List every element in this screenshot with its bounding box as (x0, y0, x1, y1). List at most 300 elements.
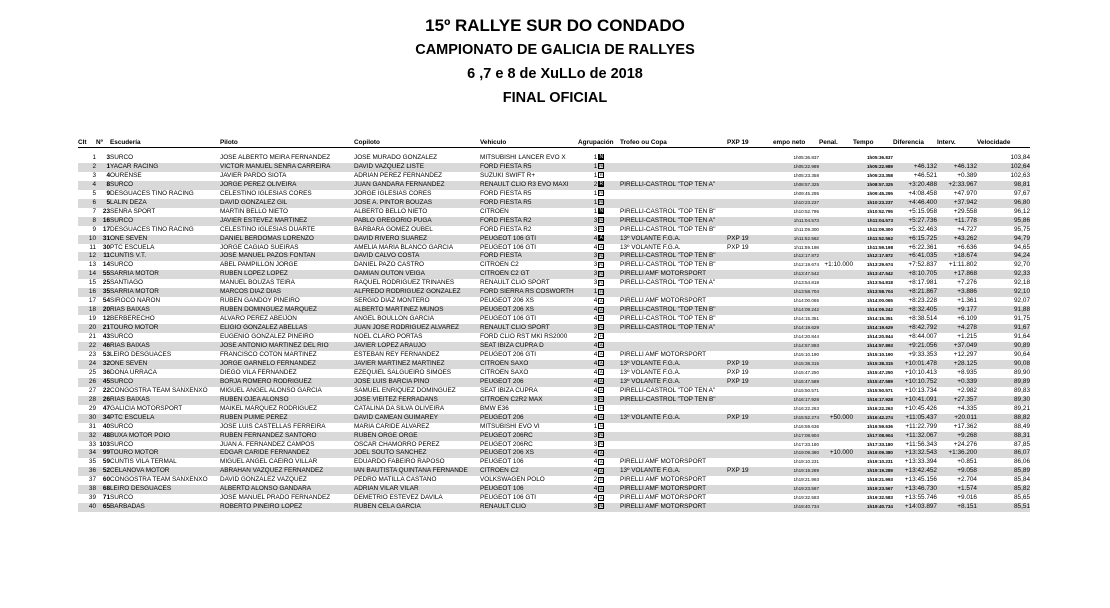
codriver-value: ALBERTO MARTINEZ MUÑOS (354, 306, 444, 314)
clt-cell (78, 369, 96, 378)
difference-value: +13:32.543 (904, 449, 937, 457)
team-value: CELANOVA MOTOR (110, 467, 170, 475)
net-time-value: 1h14:19.629 (793, 325, 819, 331)
vehicle-cell (480, 503, 578, 512)
difference-cell (893, 369, 937, 378)
table-row (78, 306, 1030, 315)
group-value: 1 (593, 162, 598, 170)
vehicle-cell (480, 172, 578, 181)
speed-value: 87,85 (1014, 440, 1030, 448)
codriver-cell (354, 252, 480, 261)
driver-value: RUBEN OJEA ALONSO (220, 395, 289, 403)
clt-value: 1 (92, 154, 96, 161)
number-value: 16 (102, 216, 110, 224)
number-value: 99 (102, 449, 110, 457)
codriver-cell (354, 333, 480, 342)
table-row (78, 324, 1030, 333)
codriver-cell (354, 261, 480, 270)
interval-cell (937, 432, 977, 441)
driver-cell (220, 351, 354, 360)
team-cell (110, 297, 220, 306)
interval-value: +9.268 (957, 431, 977, 439)
group-cell (578, 476, 620, 485)
interval-value: +2:33.967 (948, 180, 977, 188)
speed-value: 98,81 (1014, 180, 1030, 188)
difference-value: +4:08.458 (908, 189, 937, 197)
difference-value: +9:33.353 (908, 350, 937, 358)
codriver-value: JOEL SOUTO SANCHEZ (354, 449, 427, 457)
team-value: ONE SEVEN (110, 359, 148, 367)
time-value: 1h19:19.289 (866, 468, 893, 474)
driver-cell (220, 172, 354, 181)
table-row (78, 458, 1030, 467)
penalty-cell (819, 467, 853, 476)
class-badge: A (599, 378, 603, 384)
pxp-cell (727, 476, 773, 485)
table-row (78, 235, 1030, 244)
net-time-value: 1h14:57.893 (793, 343, 819, 349)
codriver-cell (354, 172, 480, 181)
class-badge: A (599, 315, 603, 321)
table-row (78, 333, 1030, 342)
net-time-cell (773, 441, 819, 450)
vehicle-cell (480, 432, 578, 441)
codriver-value: JOSE MURADO GONZALEZ (354, 154, 438, 161)
group-cell (578, 458, 620, 467)
driver-cell (220, 190, 354, 199)
trophy-value: PIRELLI-CASTROL "TOP TEN B" (620, 225, 716, 233)
trophy-cell (620, 414, 727, 423)
team-cell (110, 485, 220, 494)
group-cell (578, 217, 620, 226)
number-value: 68 (102, 485, 110, 493)
interval-cell (937, 441, 977, 450)
time-cell (853, 181, 893, 190)
codriver-value: JUAN GANDARA FERNANDEZ (354, 180, 445, 188)
number-value: 43 (102, 333, 110, 341)
vehicle-cell (480, 342, 578, 351)
codriver-value: ADRIAN PEREZ FERNANDEZ (354, 171, 443, 179)
interval-value: +7.276 (957, 279, 977, 287)
event-title: 15º RALLYE SUR DO CONDADO (425, 16, 685, 35)
vehicle-cell (480, 494, 578, 503)
difference-value: +8:10.705 (908, 270, 937, 278)
difference-cell (893, 154, 937, 163)
group-cell (578, 244, 620, 253)
driver-value: JAVIER ESTEVEZ MARTINEZ (220, 216, 308, 224)
codriver-value: PABLO GREGORIO PUGA (354, 216, 432, 224)
time-cell (853, 199, 893, 208)
interval-cell (937, 476, 977, 485)
trophy-cell (620, 199, 727, 208)
team-value: DESGUACES TINO RACING (110, 225, 194, 233)
table-row (78, 423, 1030, 432)
team-cell (110, 181, 220, 190)
speed-value: 90,89 (1014, 342, 1030, 350)
number-value: 31 (102, 234, 110, 242)
vehicle-cell (480, 235, 578, 244)
driver-value: CELESTINO IGLESIAS CORES (220, 189, 312, 197)
speed-value: 95,86 (1014, 216, 1030, 224)
difference-value: +8:23.228 (908, 297, 937, 305)
time-value: 1h11:09.300 (867, 226, 893, 232)
vehicle-value: CITROEN (480, 207, 509, 215)
class-badge: R2 (599, 270, 605, 276)
class-badge: R (599, 172, 603, 178)
group-value: 4 (593, 386, 598, 394)
difference-cell (893, 270, 937, 279)
codriver-value: RUBEN CELA GARCIA (354, 503, 421, 511)
driver-cell (220, 423, 354, 432)
team-value: RIAS BAIXAS (110, 395, 150, 403)
pxp-cell (727, 217, 773, 226)
speed-value: 89,21 (1014, 404, 1030, 412)
time-cell (853, 324, 893, 333)
time-cell (853, 270, 893, 279)
team-cell (110, 208, 220, 217)
vehicle-value: RENAULT CLIO (480, 503, 526, 511)
speed-cell (977, 333, 1030, 342)
speed-cell (977, 458, 1030, 467)
vehicle-cell (480, 458, 578, 467)
team-cell (110, 324, 220, 333)
difference-value: +13:46.730 (904, 485, 937, 493)
codriver-value: EZEQUIEL SALGUEIRO SIMOES (354, 368, 452, 376)
difference-cell (893, 306, 937, 315)
interval-cell (937, 244, 977, 253)
clt-cell (78, 235, 96, 244)
class-badge: R2 (599, 431, 605, 437)
team-cell (110, 172, 220, 181)
interval-value: +18.674 (953, 252, 977, 260)
clt-cell (78, 396, 96, 405)
clt-cell (78, 226, 96, 235)
time-value: 1h05:36.837 (866, 155, 893, 160)
codriver-value: PEDRO MATILLA CASTAÑO (354, 476, 437, 484)
clt-value: 2 (92, 162, 96, 170)
time-cell (853, 208, 893, 217)
table-row (78, 414, 1030, 423)
codriver-cell (354, 279, 480, 288)
team-cell (110, 163, 220, 172)
group-value: 4 (593, 234, 598, 242)
speed-cell (977, 432, 1030, 441)
interval-value: +0.339 (957, 377, 977, 385)
driver-value: ABRAHAN VAZQUEZ FERNANDEZ (220, 467, 324, 475)
codriver-cell (354, 467, 480, 476)
number-cell (96, 226, 110, 235)
speed-cell (977, 190, 1030, 199)
codriver-value: ALBERTO BELLO NIETO (354, 207, 428, 215)
col-header-driver: Piloto (220, 138, 354, 148)
group-value: 1 (593, 207, 598, 215)
clt-value: 27 (88, 386, 96, 394)
driver-cell (220, 252, 354, 261)
time-cell (853, 414, 893, 423)
trophy-cell (620, 494, 727, 503)
time-value: 1h14:57.893 (866, 343, 893, 349)
interval-cell (937, 163, 977, 172)
group-cell (578, 414, 620, 423)
codriver-value: IAN BAUTISTA QUINTANA FERNANDE (354, 467, 468, 475)
speed-cell (977, 467, 1030, 476)
speed-cell (977, 154, 1030, 163)
vehicle-cell (480, 485, 578, 494)
number-cell (96, 414, 110, 423)
net-time-value: 1h14:20.844 (793, 334, 819, 340)
speed-value: 91,75 (1014, 315, 1030, 323)
time-cell (853, 458, 893, 467)
interval-cell (937, 351, 977, 360)
vehicle-cell (480, 306, 578, 315)
driver-value: JORGE PEREZ OLIVEIRA (220, 180, 297, 188)
number-value: 32 (102, 359, 110, 367)
codriver-cell (354, 217, 480, 226)
difference-value: +8:32.405 (908, 306, 937, 314)
trophy-value: PIRELLI AMF MOTORSPORT (620, 503, 707, 511)
speed-cell (977, 163, 1030, 172)
group-value: 4 (593, 359, 598, 367)
vehicle-value: SUZUKI SWIFT R+ (480, 171, 536, 179)
trophy-cell (620, 423, 727, 432)
number-cell (96, 423, 110, 432)
table-row (78, 261, 1030, 270)
net-time-cell (773, 494, 819, 503)
pxp-cell (727, 261, 773, 270)
table-header-row (78, 138, 1030, 148)
codriver-value: MARIA CARIDE ALVAREZ (354, 422, 430, 430)
net-time-value: 1h05:22.989 (793, 163, 819, 169)
trophy-cell (620, 503, 727, 512)
difference-value: +11:56.343 (905, 440, 937, 448)
number-value: 47 (102, 404, 110, 412)
number-cell (96, 154, 110, 163)
vehicle-value: MITSUBISHI EVO VI (480, 422, 540, 430)
speed-value: 97,67 (1014, 189, 1030, 197)
interval-value: +1:11.802 (948, 261, 977, 269)
net-time-value: 1h11:04.573 (793, 217, 819, 223)
driver-cell (220, 432, 354, 441)
trophy-value: PIRELLI-CASTROL "TOP TEN A" (620, 180, 716, 188)
interval-value: +9.016 (957, 494, 977, 502)
net-time-value: 1h13:58.704 (793, 289, 819, 295)
trophy-cell (620, 360, 727, 369)
number-value: 55 (102, 270, 110, 278)
codriver-value: ALFREDO RODRIGUEZ GONZALEZ (354, 288, 461, 296)
vehicle-cell (480, 351, 578, 360)
clt-cell (78, 172, 96, 181)
difference-cell (893, 405, 937, 414)
speed-value: 85,84 (1014, 476, 1030, 484)
penalty-cell (819, 297, 853, 306)
interval-cell (937, 360, 977, 369)
driver-value: MARCOS DIAZ DIAS (220, 288, 282, 296)
class-badge: N (599, 422, 603, 428)
net-time-cell (773, 476, 819, 485)
driver-value: MAIKEL MÁRQUEZ RODRÍGUEZ (220, 404, 318, 412)
number-cell (96, 279, 110, 288)
net-time-value: 1h17:33.180 (793, 441, 819, 447)
team-value: SURCO (110, 422, 134, 430)
driver-value: RUBÉN FERNÁNDEZ SANTORO (220, 431, 317, 439)
team-value: SURCO (110, 261, 134, 269)
interval-value: +12.297 (953, 350, 977, 358)
driver-value: JORGE CAGIAO SUEIRAS (220, 243, 299, 251)
speed-cell (977, 244, 1030, 253)
class-badge: N (599, 208, 604, 215)
codriver-value: RUBÉN ORGE ORGE (354, 431, 418, 439)
number-cell (96, 199, 110, 208)
speed-cell (977, 279, 1030, 288)
group-value: 2 (593, 180, 598, 188)
interval-cell (937, 172, 977, 181)
class-badge: A (599, 467, 603, 473)
net-time-cell (773, 449, 819, 458)
speed-cell (977, 360, 1030, 369)
clt-value: 3 (92, 171, 96, 179)
vehicle-value: PEUGEOT 206 XS (480, 306, 534, 314)
trophy-value: PIRELLI-CASTROL "TOP TEN A" (620, 279, 716, 287)
codriver-cell (354, 244, 480, 253)
trophy-cell (620, 324, 727, 333)
time-value: 1h19:32.583 (866, 495, 893, 501)
vehicle-value: VOLKSWAGEN POLO (480, 476, 545, 484)
clt-cell (78, 190, 96, 199)
trophy-cell (620, 369, 727, 378)
pxp-cell (727, 190, 773, 199)
difference-value: +7:52.837 (908, 261, 937, 269)
vehicle-cell (480, 396, 578, 405)
class-badge: H (599, 405, 603, 410)
clt-value: 36 (88, 467, 96, 475)
codriver-cell (354, 396, 480, 405)
team-value: LEIRO DESGUACES (110, 485, 172, 493)
driver-value: JOSE LUIS CASTELLAS FERREIRA (220, 422, 326, 430)
col-header-number: Nº (96, 138, 110, 148)
col-header-interval: Interv. (937, 138, 977, 148)
trophy-cell (620, 226, 727, 235)
difference-value: +8:17.981 (908, 279, 937, 287)
interval-cell (937, 199, 977, 208)
difference-cell (893, 503, 937, 512)
time-value: 1h10:23.237 (866, 199, 893, 205)
vehicle-cell (480, 405, 578, 414)
net-time-cell (773, 181, 819, 190)
number-value: 20 (102, 306, 110, 314)
speed-cell (977, 369, 1030, 378)
number-cell (96, 288, 110, 297)
codriver-cell (354, 387, 480, 396)
penalty-cell (819, 441, 853, 450)
interval-cell (937, 324, 977, 333)
group-cell (578, 369, 620, 378)
time-cell (853, 217, 893, 226)
class-badge: A (599, 306, 603, 312)
time-value: 1h15:47.589 (866, 378, 893, 384)
penalty-cell (819, 199, 853, 208)
penalty-cell (819, 414, 853, 423)
speed-value: 86,06 (1014, 458, 1030, 466)
vehicle-value: BMW E36 (480, 404, 509, 412)
trophy-cell (620, 190, 727, 199)
clt-cell (78, 315, 96, 324)
trophy-cell (620, 467, 727, 476)
number-cell (96, 235, 110, 244)
penalty-cell (819, 458, 853, 467)
difference-cell (893, 172, 937, 181)
time-value: 1h12:17.872 (866, 253, 893, 259)
group-cell (578, 208, 620, 217)
vehicle-value: SEAT IBIZA CUPRA D (480, 342, 544, 350)
vehicle-value: PEUGEOT 106 GTI (480, 494, 536, 502)
codriver-value: DEMETRIO ESTÉVEZ DAVILA (354, 494, 443, 502)
number-cell (96, 432, 110, 441)
trophy-value: PIRELLI AMF MOTORSPORT (620, 494, 707, 502)
clt-cell (78, 494, 96, 503)
vehicle-cell (480, 414, 578, 423)
net-time-cell (773, 252, 819, 261)
interval-cell (937, 458, 977, 467)
clt-cell (78, 503, 96, 512)
group-cell (578, 494, 620, 503)
speed-value: 92,10 (1014, 288, 1030, 296)
clt-value: 11 (89, 243, 96, 251)
col-header-pxp: PXP 19 (727, 138, 773, 148)
driver-cell (220, 163, 354, 172)
codriver-cell (354, 226, 480, 235)
speed-value: 89,89 (1014, 377, 1030, 385)
group-value: 4 (593, 243, 598, 251)
class-badge: R2 (599, 324, 605, 330)
interval-value: +1.361 (957, 297, 977, 305)
net-time-value: 1h05:23.358 (793, 172, 819, 178)
codriver-value: BARBARA GOMEZ OUBEL (354, 225, 433, 233)
net-time-value: 1h15:47.250 (793, 369, 819, 375)
time-value: 1h14:20.844 (866, 334, 893, 340)
team-cell (110, 360, 220, 369)
number-cell (96, 378, 110, 387)
interval-cell (937, 261, 977, 270)
clt-cell (78, 154, 96, 163)
codriver-value: DAMIAN OUTON VEIGA (354, 270, 425, 278)
net-time-cell (773, 226, 819, 235)
speed-cell (977, 208, 1030, 217)
pxp-value: PXP 19 (727, 413, 749, 421)
team-value: LEIRO DESGUACES (110, 350, 172, 358)
vehicle-cell (480, 333, 578, 342)
class-badge: R2 (599, 216, 605, 222)
codriver-cell (354, 476, 480, 485)
team-cell (110, 190, 220, 199)
group-cell (578, 333, 620, 342)
number-cell (96, 458, 110, 467)
trophy-cell (620, 217, 727, 226)
team-cell (110, 244, 220, 253)
table-row (78, 449, 1030, 458)
time-value: 1h14:15.351 (866, 316, 893, 322)
time-cell (853, 405, 893, 414)
number-value: 26 (102, 395, 110, 403)
team-cell (110, 261, 220, 270)
codriver-cell (354, 235, 480, 244)
vehicle-value: FORD FIESTA R2 (480, 216, 532, 224)
interval-value: +4.727 (957, 225, 977, 233)
table-row (78, 172, 1030, 181)
championship-title: CAMPIONATO DE GALICIA DE RALLYES (415, 42, 695, 58)
clt-value: 29 (88, 404, 96, 412)
trophy-value: PIRELLI-CASTROL "TOP TEN A" (620, 216, 716, 224)
group-value: 2 (593, 476, 598, 484)
